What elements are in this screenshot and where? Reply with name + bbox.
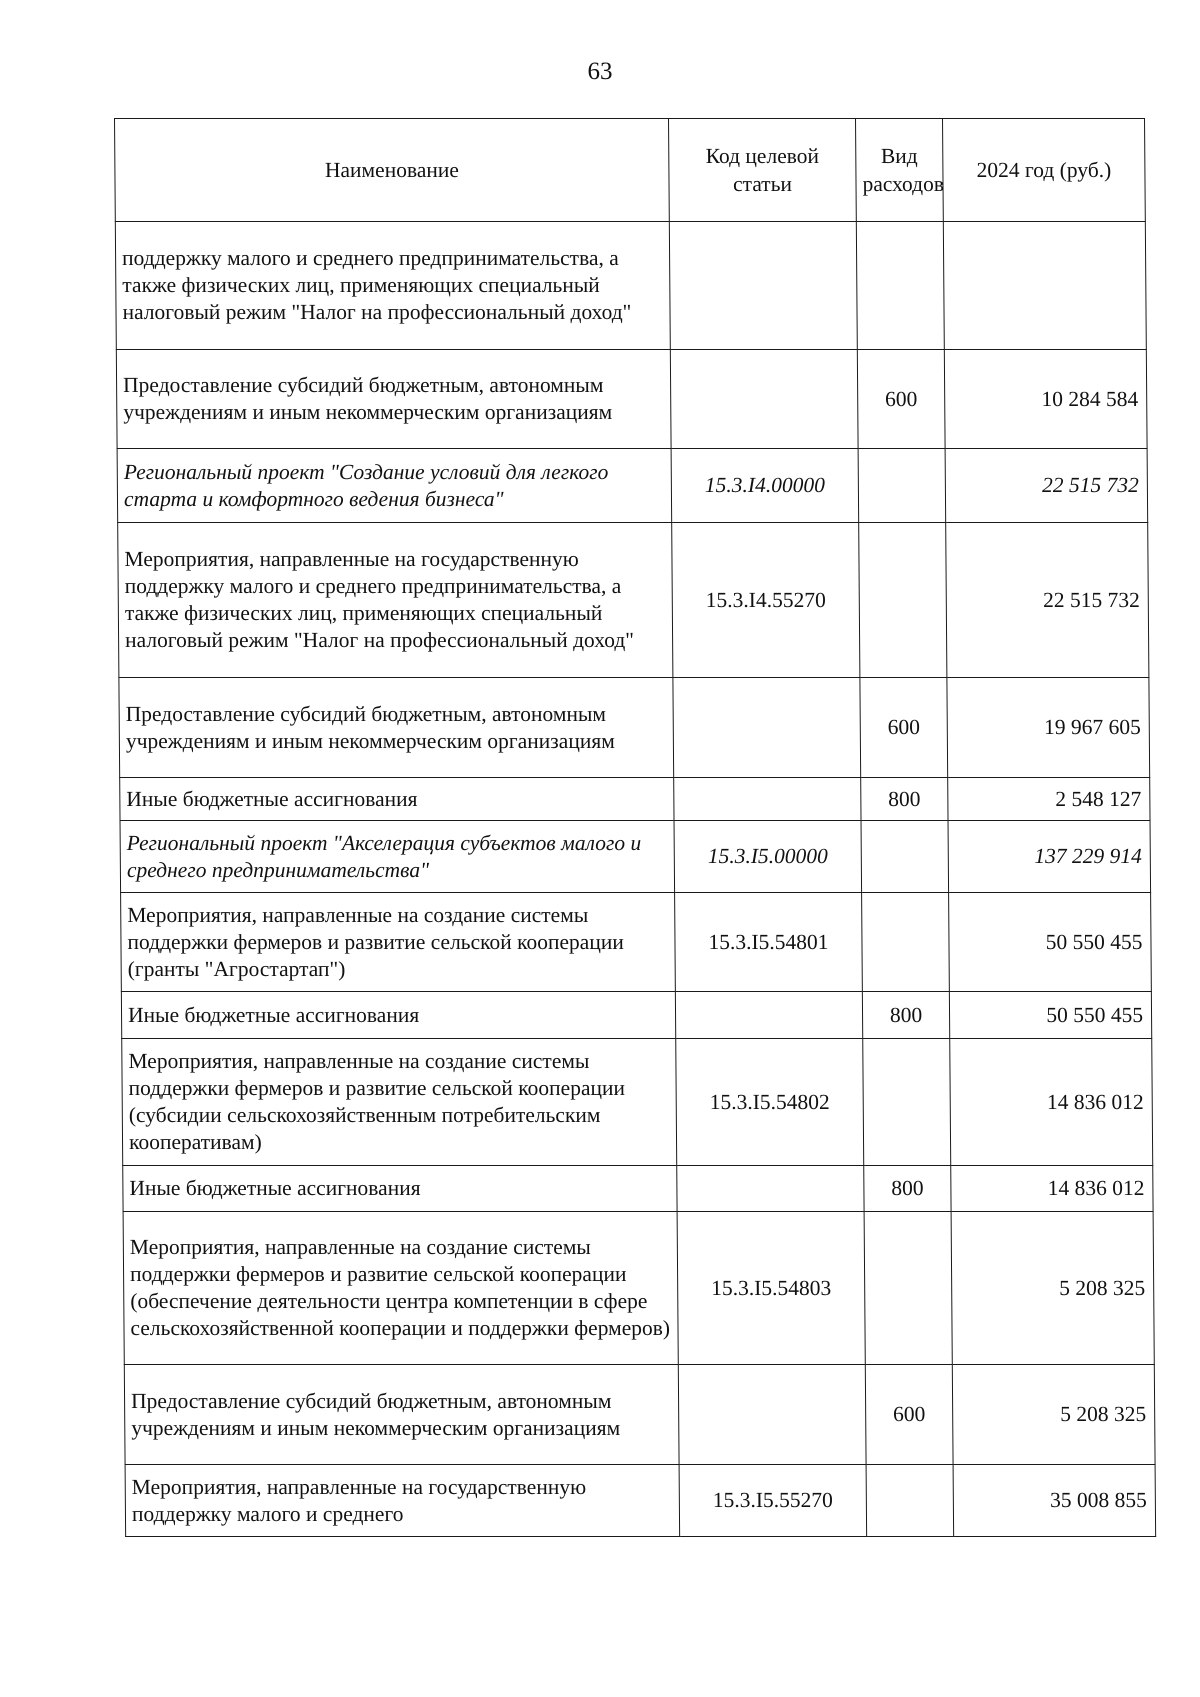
row-type [856, 222, 944, 350]
row-amount [943, 222, 1146, 350]
row-amount: 35 008 855 [953, 1465, 1156, 1537]
row-code: 15.3.I5.54803 [677, 1212, 865, 1365]
row-code: 15.3.I4.55270 [672, 523, 860, 678]
header-code: Код целевой статьи [669, 119, 857, 222]
table-row [125, 1465, 1156, 1537]
row-amount: 5 208 325 [951, 1212, 1154, 1365]
row-amount: 2 548 127 [948, 778, 1150, 821]
row-amount: 5 208 325 [952, 1365, 1155, 1465]
row-name: Мероприятия, направленные на создание системы поддержки фермеров и развитие сельской кооперации (субсидии сельскохозяйственным потребительским кооперативам) [122, 1039, 677, 1166]
table-row [121, 893, 1152, 992]
row-code: 15.3.I4.00000 [671, 449, 859, 523]
table-row [117, 449, 1148, 523]
table-row [122, 1039, 1153, 1166]
row-name: Иные бюджетные ассигнования [120, 778, 674, 821]
row-code: 15.3.I5.00000 [674, 821, 862, 893]
row-amount: 137 229 914 [948, 821, 1151, 893]
row-amount: 22 515 732 [946, 523, 1149, 678]
row-type: 800 [861, 778, 948, 821]
row-name: Мероприятия, направленные на создание системы поддержки фермеров и развитие сельской кооперации (обеспечение деятельности центра компетенции в сфере сельскохозяйственной кооперации и поддержки фермеров) [123, 1212, 678, 1365]
row-name: Предоставление субсидий бюджетным, автономным учреждениям и иным некоммерческим организациям [116, 350, 671, 449]
row-type: 800 [864, 1166, 951, 1212]
row-type [864, 1212, 952, 1365]
table-header [115, 119, 1146, 222]
header-amount: 2024 год (руб.) [943, 119, 1146, 222]
row-name: Предоставление субсидий бюджетным, автономным учреждениям и иным некоммерческим организациям [124, 1365, 679, 1465]
row-type: 600 [865, 1365, 953, 1465]
row-amount: 50 550 455 [949, 992, 1151, 1039]
row-type [863, 1039, 951, 1166]
row-amount: 19 967 605 [947, 678, 1150, 778]
row-name: Мероприятия, направленные на государственную поддержку малого и среднего предпринимательства, а также физических лиц, применяющих специальный налоговый режим "Налог на профессиональный доход" [118, 523, 673, 678]
row-type: 600 [860, 678, 948, 778]
table-row [123, 1212, 1154, 1365]
row-name: Мероприятия, направленные на создание системы поддержки фермеров и развитие сельской кооперации (гранты "Агростартап") [121, 893, 676, 992]
row-code: 15.3.I5.54802 [676, 1039, 864, 1166]
row-type [866, 1465, 954, 1537]
row-code [673, 678, 861, 778]
row-type [859, 523, 947, 678]
row-amount: 22 515 732 [945, 449, 1148, 523]
row-amount: 10 284 584 [944, 350, 1147, 449]
row-amount: 50 550 455 [949, 893, 1152, 992]
page-number: 63 [587, 58, 613, 85]
row-type: 600 [857, 350, 945, 449]
row-type [861, 821, 949, 893]
row-code [677, 1166, 864, 1212]
row-type [862, 893, 950, 992]
row-code [669, 222, 857, 350]
row-code: 15.3.I5.55270 [679, 1465, 867, 1537]
table-row [116, 350, 1147, 449]
row-code [678, 1365, 866, 1465]
table-row [118, 523, 1149, 678]
row-name: Региональный проект "Акселерация субъектов малого и среднего предпринимательства" [120, 821, 675, 893]
row-name: Иные бюджетные ассигнования [121, 992, 675, 1039]
row-name: Мероприятия, направленные на государственную поддержку малого и среднего [125, 1465, 680, 1537]
header-name: Наименование [115, 119, 670, 222]
row-name: Иные бюджетные ассигнования [123, 1166, 677, 1212]
budget-table [114, 118, 1156, 1537]
row-type [858, 449, 946, 523]
row-code [674, 778, 861, 821]
header-row [115, 119, 1146, 222]
row-amount: 14 836 012 [950, 1039, 1153, 1166]
row-code [675, 992, 862, 1039]
table-body [115, 222, 1155, 1537]
table-row [119, 678, 1150, 778]
table-row [124, 1365, 1155, 1465]
row-code [670, 350, 858, 449]
row-amount: 14 836 012 [951, 1166, 1153, 1212]
table-row [123, 1166, 1153, 1212]
row-type: 800 [862, 992, 949, 1039]
row-name: поддержку малого и среднего предпринимательства, а также физических лиц, применяющих специальный налоговый режим "Налог на профессиональный доход" [115, 222, 670, 350]
table-row [121, 992, 1151, 1039]
row-name: Предоставление субсидий бюджетным, автономным учреждениям и иным некоммерческим организациям [119, 678, 674, 778]
table-row [120, 821, 1151, 893]
table-row [120, 778, 1150, 821]
table-row [115, 222, 1146, 350]
header-type: Вид расходов [856, 119, 944, 222]
row-name: Региональный проект "Создание условий для легкого старта и комфортного ведения бизнеса" [117, 449, 672, 523]
row-code: 15.3.I5.54801 [675, 893, 863, 992]
